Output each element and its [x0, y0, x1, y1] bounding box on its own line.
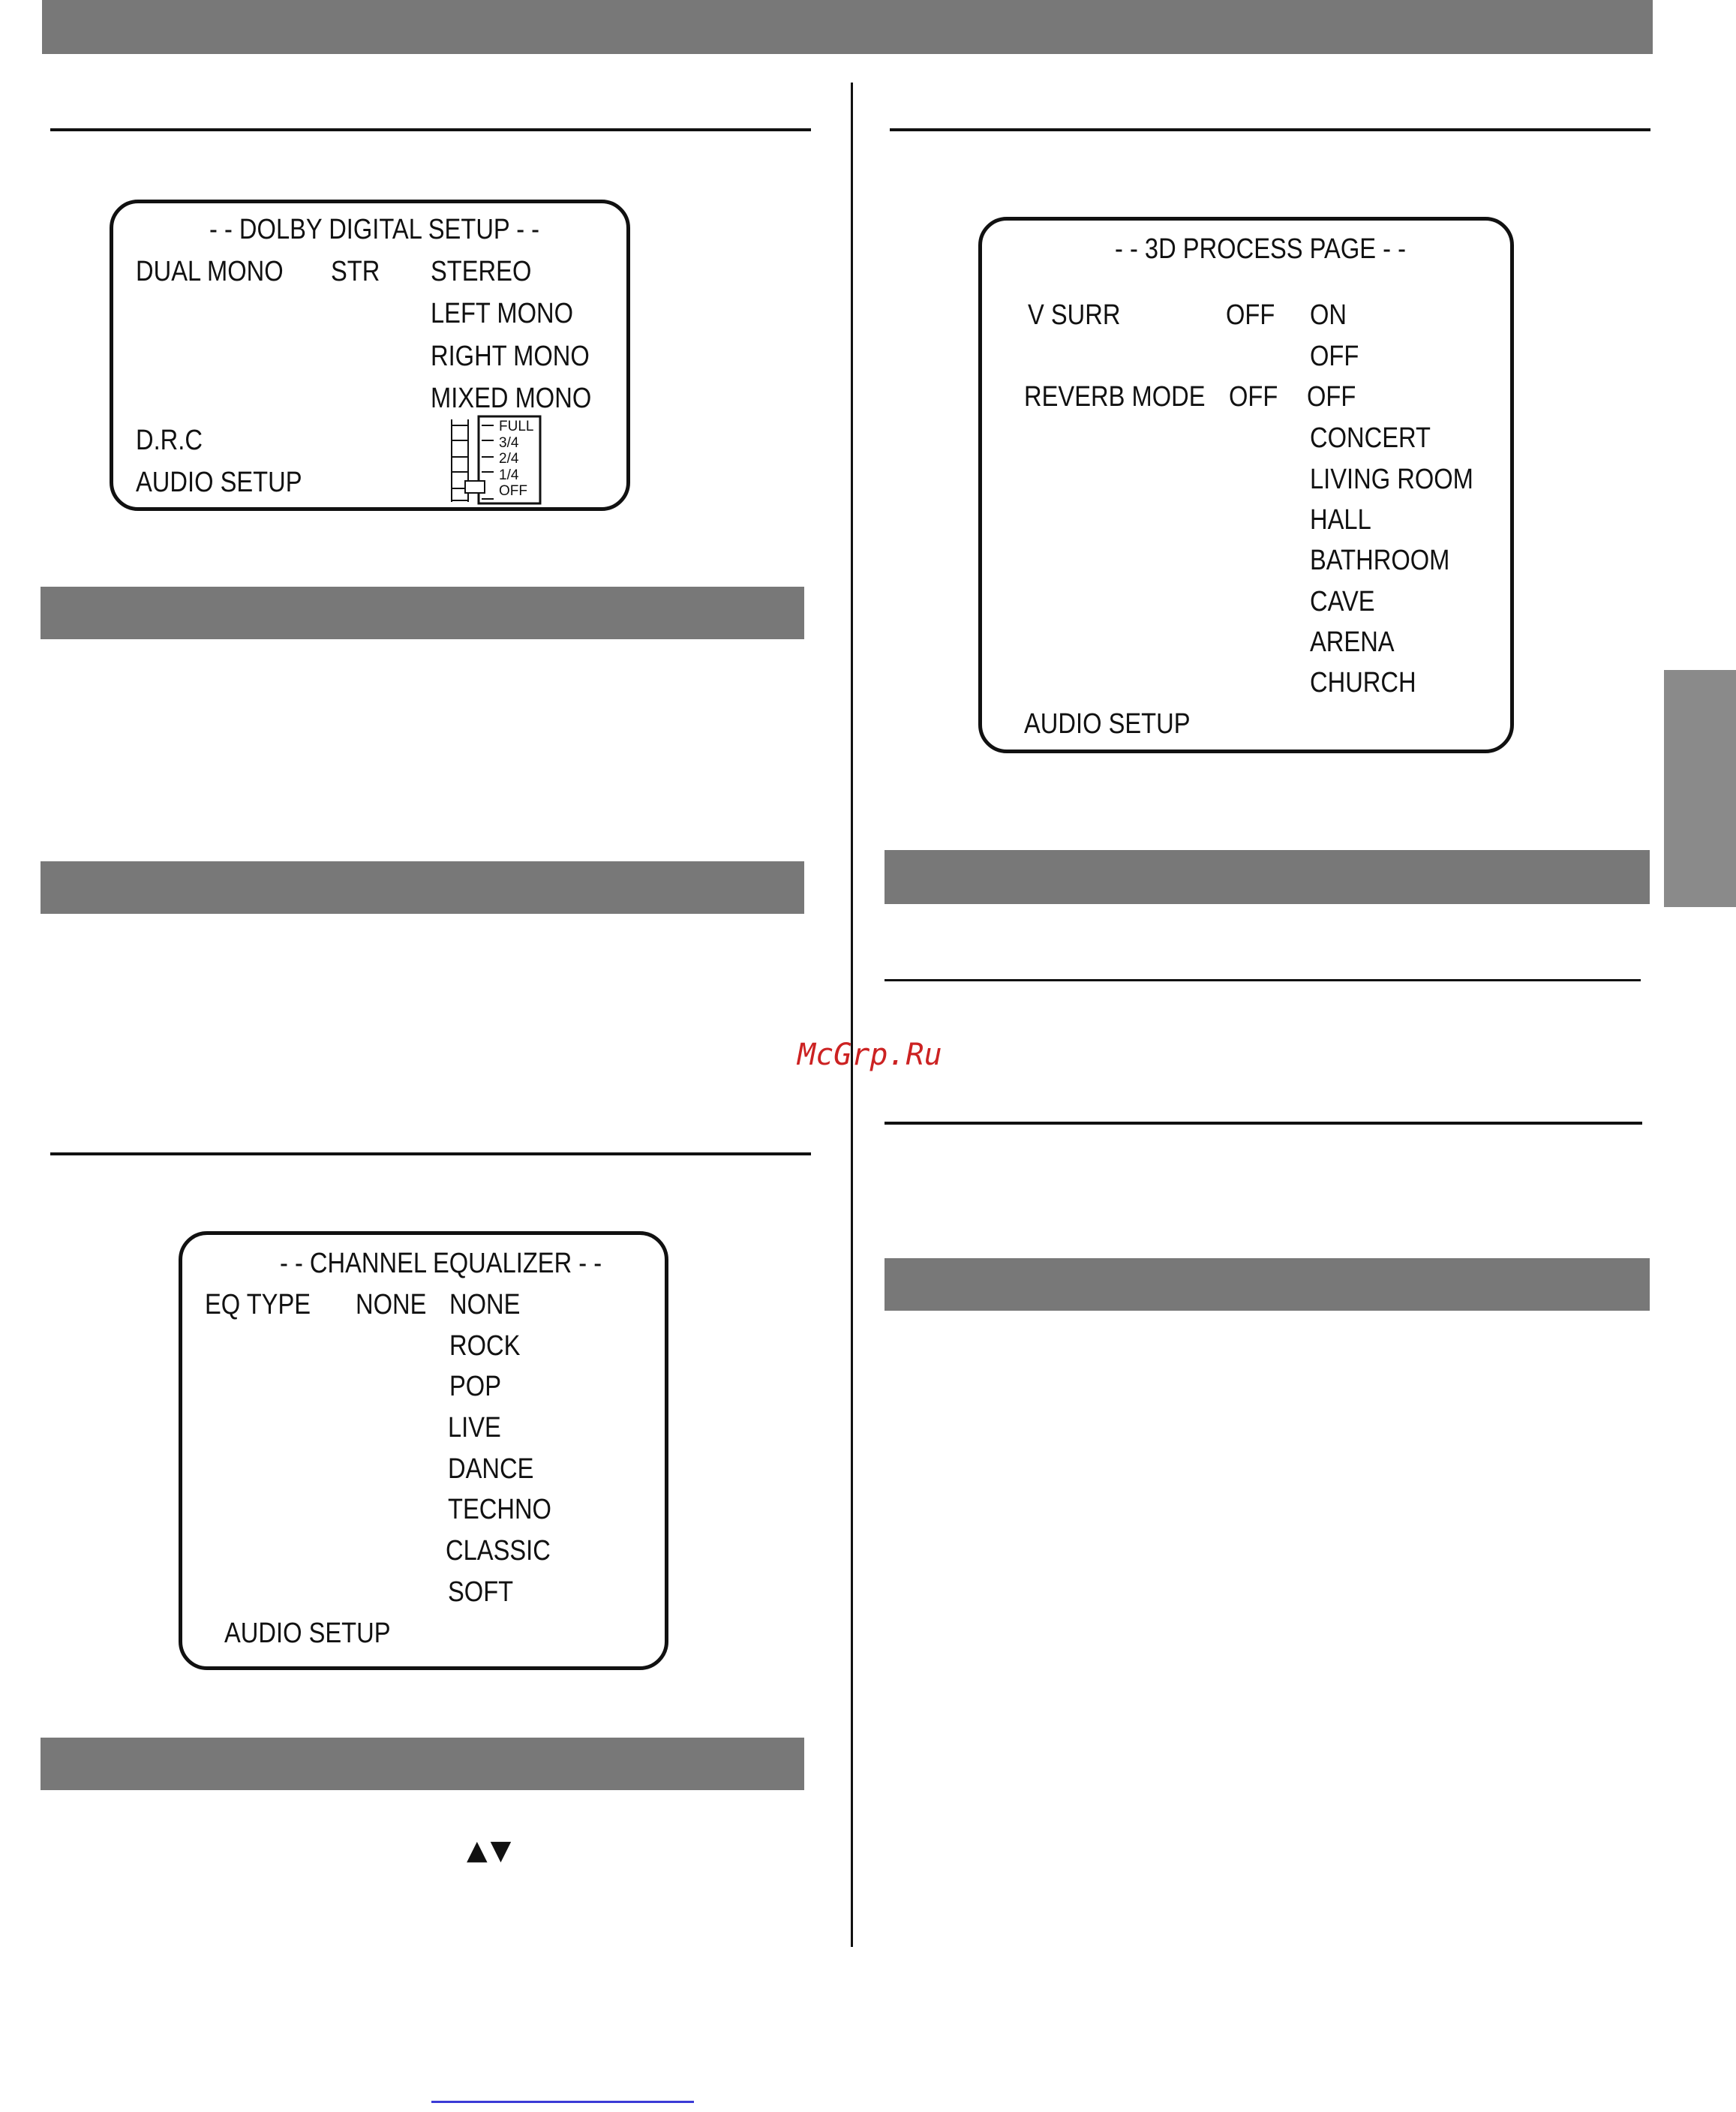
section-header-bar [885, 850, 1650, 904]
reverb-mode-label: REVERB MODE [1024, 381, 1206, 413]
dual-mono-option: STEREO [431, 256, 532, 287]
eq-type-value: NONE [356, 1289, 427, 1320]
v-surr-label: V SURR [1028, 299, 1121, 331]
dolby-setup-title: - - DOLBY DIGITAL SETUP - - [209, 214, 540, 245]
section-header-bar [41, 1738, 804, 1790]
reverb-mode-value: OFF [1229, 381, 1278, 413]
drc-label: D.R.C [136, 425, 203, 456]
drc-level-label: 3/4 [499, 435, 519, 451]
dual-mono-option: RIGHT MONO [431, 341, 590, 372]
section-rule [885, 979, 1641, 981]
footer-link-underline[interactable] [431, 2101, 694, 2103]
reverb-option: LIVING ROOM [1310, 464, 1473, 495]
eq-option: ROCK [449, 1330, 521, 1362]
section-header-bar [41, 861, 804, 914]
eq-option: NONE [449, 1289, 521, 1320]
up-down-arrows-icon: ▲▼ [467, 1835, 515, 1866]
eq-option: TECHNO [448, 1494, 551, 1525]
eq-type-label: EQ TYPE [205, 1289, 311, 1320]
reverb-option: CONCERT [1310, 422, 1431, 454]
reverb-option: CAVE [1310, 586, 1375, 617]
reverb-option: OFF [1307, 381, 1356, 413]
drc-level-label: 1/4 [499, 467, 519, 483]
section-rule [50, 128, 811, 131]
column-divider [851, 83, 853, 1947]
eq-option: SOFT [448, 1576, 514, 1608]
dual-mono-option: MIXED MONO [431, 383, 592, 414]
dual-mono-value: STR [331, 256, 380, 287]
reverb-option: CHURCH [1310, 667, 1416, 698]
v-surr-option: ON [1310, 299, 1347, 331]
eq-option: DANCE [448, 1453, 534, 1485]
3d-audio-setup-label: AUDIO SETUP [1024, 708, 1191, 740]
section-rule [885, 1122, 1642, 1125]
section-rule [890, 128, 1650, 131]
watermark: McGrp.Ru [797, 1038, 942, 1072]
audio-setup-label: AUDIO SETUP [136, 467, 302, 498]
eq-option: POP [449, 1371, 502, 1402]
side-tab [1664, 670, 1736, 907]
reverb-option: ARENA [1310, 626, 1395, 658]
v-surr-value: OFF [1226, 299, 1275, 331]
dual-mono-option: LEFT MONO [431, 298, 574, 329]
reverb-option: BATHROOM [1310, 545, 1450, 576]
drc-level-label: OFF [499, 483, 527, 499]
channel-equalizer-title: - - CHANNEL EQUALIZER - - [280, 1248, 602, 1279]
eq-audio-setup-label: AUDIO SETUP [224, 1618, 391, 1649]
section-header-bar [885, 1258, 1650, 1311]
eq-option: CLASSIC [446, 1535, 551, 1567]
drc-level-label: FULL [499, 419, 534, 434]
section-header-bar [41, 587, 804, 639]
3d-process-title: - - 3D PROCESS PAGE - - [1115, 233, 1406, 265]
eq-option: LIVE [448, 1412, 501, 1444]
page-header-bar [42, 0, 1653, 54]
v-surr-option: OFF [1310, 341, 1359, 372]
reverb-option: HALL [1310, 504, 1371, 536]
section-rule [50, 1152, 811, 1155]
drc-level-label: 2/4 [499, 451, 519, 467]
dual-mono-label: DUAL MONO [136, 256, 284, 287]
